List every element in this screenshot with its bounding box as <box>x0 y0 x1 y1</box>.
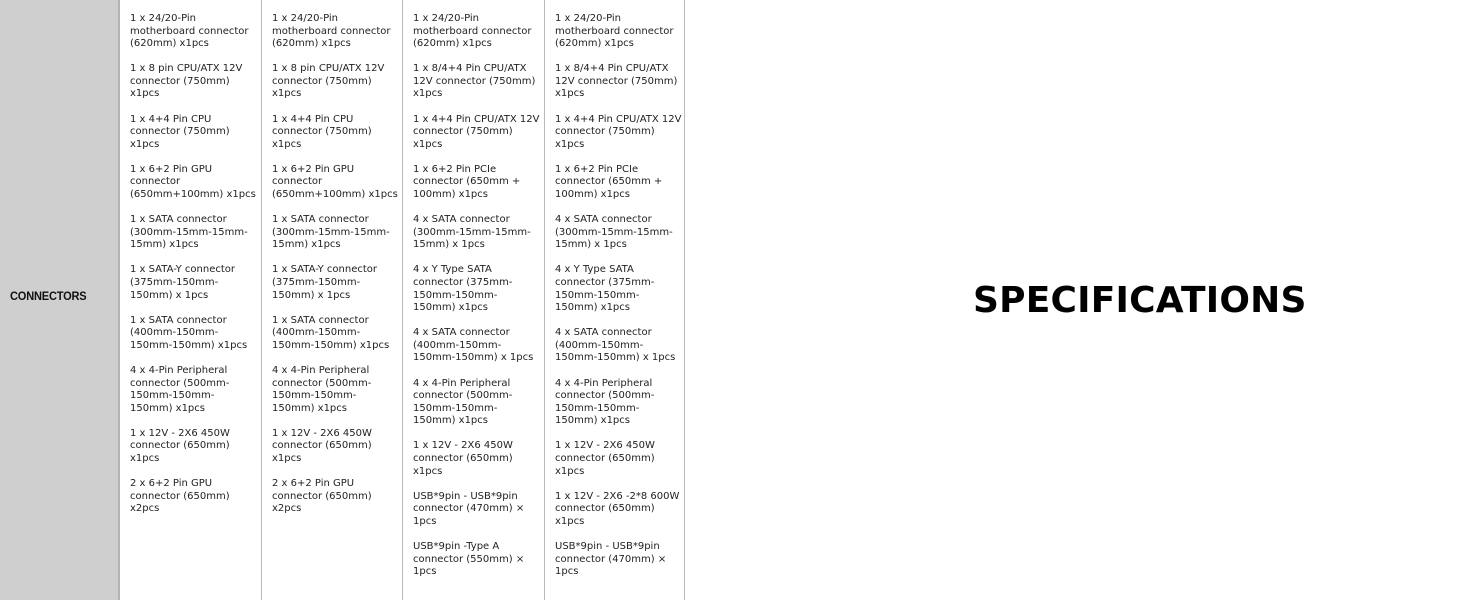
spec-column-4 <box>545 0 685 600</box>
connector-spec-item: 1 x SATA connector (400mm-150mm- 150mm-150mm) x1pcs <box>272 314 390 351</box>
connector-spec-item: 2 x 6+2 Pin GPU connector (650mm) x2pcs <box>272 478 372 515</box>
connector-spec-item: 4 x SATA connector (300mm-15mm-15mm- 15mm) x 1pcs <box>413 214 531 251</box>
spec-list <box>413 13 540 591</box>
connector-spec-item: 1 x 6+2 Pin PCIe connector (650mm + 100mm) x1pcs <box>555 163 663 201</box>
connector-spec-item: 1 x 8/4+4 Pin CPU/ATX 12V connector (750mm) x1pcs <box>413 63 536 100</box>
connector-spec-item: 1 x SATA-Y connector (375mm-150mm- 150mm) x 1pcs <box>272 264 377 301</box>
connector-spec-item: 1 x 12V - 2X6 450W connector (650mm) x1pcs <box>272 427 372 465</box>
connector-spec-item: 1 x 4+4 Pin CPU/ATX 12V connector (750mm) x1pcs <box>555 113 682 150</box>
connector-spec-item: 1 x SATA connector (300mm-15mm-15mm- 15mm) x1pcs <box>130 214 248 251</box>
spec-column-2 <box>262 0 403 600</box>
connector-spec-item: 4 x 4-Pin Peripheral connector (500mm- 150mm-150mm- 150mm) x1pcs <box>555 377 655 427</box>
connector-spec-item: 1 x 4+4 Pin CPU/ATX 12V connector (750mm) x1pcs <box>413 113 540 150</box>
connector-spec-item: 1 x 24/20-Pin motherboard connector (620mm) x1pcs <box>130 13 249 50</box>
spec-column-3 <box>403 0 545 600</box>
connector-spec-item: 1 x 6+2 Pin GPU connector (650mm+100mm) x1pcs <box>130 163 256 201</box>
connector-spec-item: 1 x 12V - 2X6 450W connector (650mm) x1pcs <box>130 427 230 465</box>
spec-list <box>130 13 256 528</box>
page-title: SPECIFICATIONS <box>973 280 1307 321</box>
connector-spec-item: 1 x 8 pin CPU/ATX 12V connector (750mm) x1pcs <box>130 63 243 100</box>
connector-spec-item: 1 x 12V - 2X6 -2*8 600W connector (650mm) x1pcs <box>555 490 680 527</box>
row-header-label: CONNECTORS <box>10 289 87 303</box>
connector-spec-item: 2 x 6+2 Pin GPU connector (650mm) x2pcs <box>130 478 230 515</box>
connector-spec-item: 1 x 12V - 2X6 450W connector (650mm) x1pcs <box>555 440 655 477</box>
connector-spec-item: 1 x 4+4 Pin CPU connector (750mm) x1pcs <box>272 113 372 150</box>
connector-spec-item: 1 x 8 pin CPU/ATX 12V connector (750mm) x1pcs <box>272 63 385 100</box>
connector-spec-item: USB*9pin - USB*9pin connector (470mm) × 1pcs <box>555 541 667 578</box>
connector-spec-item: 1 x 24/20-Pin motherboard connector (620mm) x1pcs <box>555 13 674 50</box>
connector-spec-item: 1 x 6+2 Pin GPU connector (650mm+100mm) x1pcs <box>272 163 398 201</box>
spec-list <box>555 13 682 591</box>
connector-spec-item: 1 x 8/4+4 Pin CPU/ATX 12V connector (750mm) x1pcs <box>555 63 678 100</box>
spec-list <box>272 13 398 528</box>
connector-spec-item: USB*9pin -Type A connector (550mm) × 1pcs <box>413 541 525 578</box>
connector-spec-item: 4 x 4-Pin Peripheral connector (500mm- 150mm-150mm- 150mm) x1pcs <box>413 377 513 427</box>
connector-spec-item: 1 x 24/20-Pin motherboard connector (620mm) x1pcs <box>413 13 532 50</box>
connector-spec-item: 4 x 4-Pin Peripheral connector (500mm- 150mm-150mm- 150mm) x1pcs <box>130 364 230 414</box>
connector-spec-item: 4 x SATA connector (300mm-15mm-15mm- 15mm) x 1pcs <box>555 214 673 251</box>
connector-spec-item: 1 x SATA connector (300mm-15mm-15mm- 15mm) x1pcs <box>272 214 390 251</box>
connector-spec-item: 4 x Y Type SATA connector (375mm- 150mm-150mm- 150mm) x1pcs <box>413 264 513 314</box>
connector-spec-item: USB*9pin - USB*9pin connector (470mm) × 1pcs <box>413 490 525 527</box>
connector-spec-item: 1 x 4+4 Pin CPU connector (750mm) x1pcs <box>130 113 230 150</box>
connector-spec-item: 1 x SATA connector (400mm-150mm- 150mm-150mm) x1pcs <box>130 314 248 351</box>
connector-spec-item: 4 x 4-Pin Peripheral connector (500mm- 150mm-150mm- 150mm) x1pcs <box>272 364 372 414</box>
connector-spec-item: 1 x 24/20-Pin motherboard connector (620mm) x1pcs <box>272 13 391 50</box>
connector-spec-item: 1 x 6+2 Pin PCIe connector (650mm + 100mm) x1pcs <box>413 163 521 201</box>
row-header-cell <box>0 0 120 600</box>
connector-spec-item: 4 x Y Type SATA connector (375mm- 150mm-150mm- 150mm) x1pcs <box>555 264 655 314</box>
connector-spec-item: 1 x 12V - 2X6 450W connector (650mm) x1pcs <box>413 440 513 477</box>
connector-spec-item: 1 x SATA-Y connector (375mm-150mm- 150mm) x 1pcs <box>130 264 235 301</box>
connector-spec-item: 4 x SATA connector (400mm-150mm- 150mm-150mm) x 1pcs <box>413 327 534 364</box>
spec-column-1 <box>120 0 262 600</box>
connector-spec-item: 4 x SATA connector (400mm-150mm- 150mm-150mm) x 1pcs <box>555 327 676 364</box>
